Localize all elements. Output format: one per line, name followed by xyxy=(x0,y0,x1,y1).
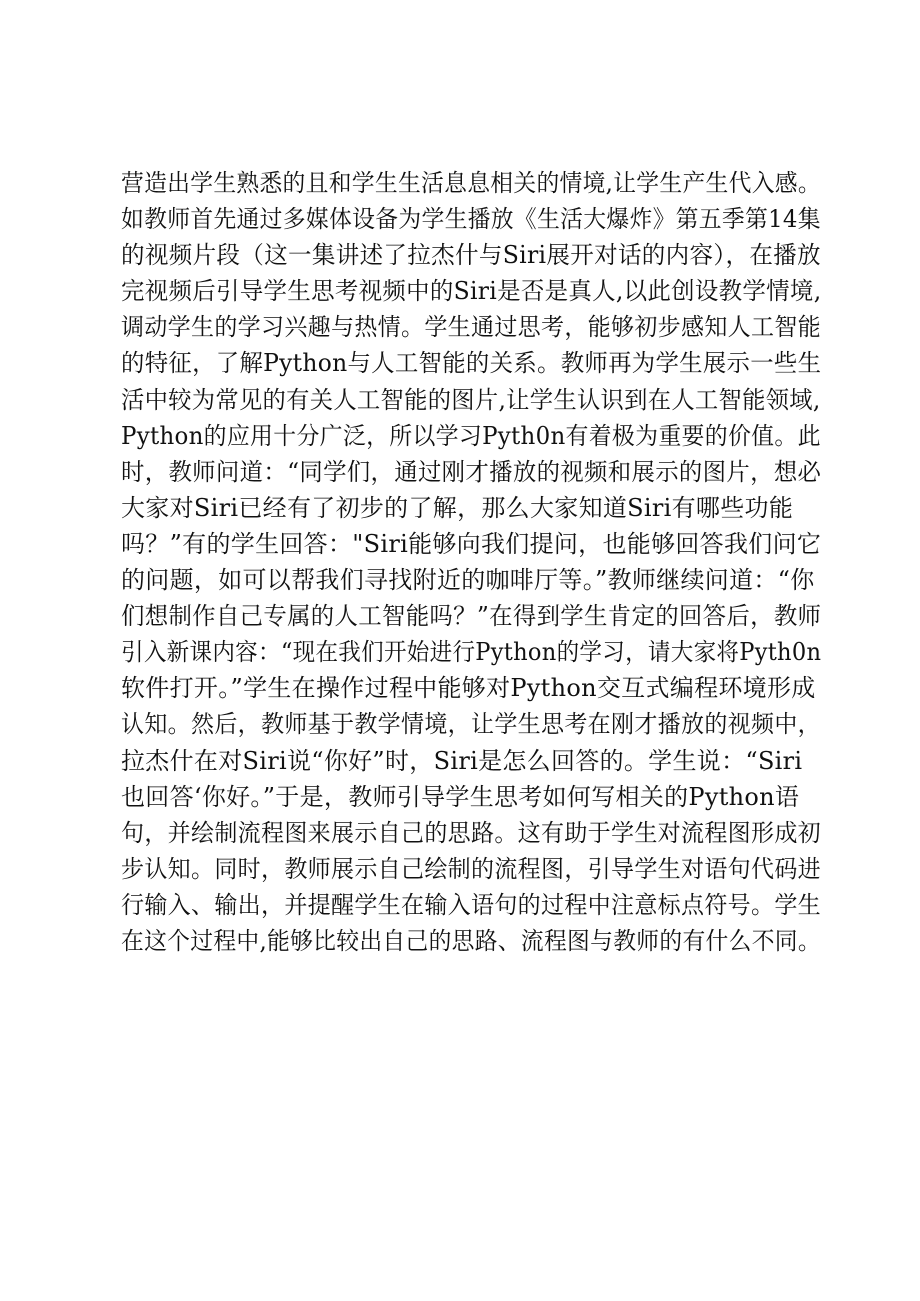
text-line: 认知。然后，教师基于教学情境，让学生思考在刚才播放的视频中， xyxy=(121,710,821,739)
text-line: 的视频片段（这一集讲述了拉杰什与Siri展开对话的内容），在播放 xyxy=(121,241,821,270)
text-line: 句，并绘制流程图来展示自己的思路。这有助于学生对流程图形成初 xyxy=(121,818,821,847)
text-line: 时，教师问道：“同学们，通过刚才播放的视频和展示的图片，想必 xyxy=(121,457,822,486)
text-line: 也回答‘你好。”于是，教师引导学生思考如何写相关的Python语 xyxy=(121,782,800,811)
text-line: 营造出学生熟悉的且和学生生活息息相关的情境,让学生产生代入感。 xyxy=(121,169,821,197)
text-line: 行输入、输出，并提醒学生在输入语句的过程中注意标点符号。学生 xyxy=(121,890,821,919)
text-line: 的特征，了解Python与人工智能的关系。教师再为学生展示一些生 xyxy=(121,349,822,378)
text-line: 吗？”有的学生回答："Siri能够向我们提问，也能够回答我们问它 xyxy=(121,529,822,558)
text-line: 调动学生的学习兴趣与热情。学生通过思考，能够初步感知人工智能 xyxy=(121,313,821,342)
text-line: 的问题，如可以帮我们寻找附近的咖啡厅等。”教师继续问道：“你 xyxy=(121,566,815,595)
body-text xyxy=(121,165,821,959)
text-line: 引入新课内容：“现在我们开始进行Python的学习，请大家将Pyth0n xyxy=(121,638,822,667)
text-line: 活中较为常见的有关人工智能的图片,让学生认识到在人工智能领域, xyxy=(121,385,821,414)
text-line: 大家对Siri已经有了初步的了解，那么大家知道Siri有哪些功能 xyxy=(121,493,794,522)
text-line: Python的应用十分广泛，所以学习Pyth0n有着极为重要的价值。此 xyxy=(121,421,821,450)
text-line: 软件打开。”学生在操作过程中能够对Python交互式编程环境形成 xyxy=(121,674,816,703)
text-line: 们想制作自己专属的人工智能吗？”在得到学生肯定的回答后，教师 xyxy=(121,602,822,631)
text-line: 在这个过程中,能够比较出自己的思路、流程图与教师的有什么不同。 xyxy=(121,926,821,955)
text-line: 完视频后引导学生思考视频中的Siri是否是真人,以此创设教学情境, xyxy=(121,277,822,306)
text-line: 如教师首先通过多媒体设备为学生播放《生活大爆炸》第五季第14集 xyxy=(121,205,821,234)
text-line: 拉杰什在对Siri说“你好”时，Siri是怎么回答的。学生说：“Siri xyxy=(121,746,803,775)
text-line: 步认知。同时，教师展示自己绘制的流程图，引导学生对语句代码进 xyxy=(121,854,821,883)
